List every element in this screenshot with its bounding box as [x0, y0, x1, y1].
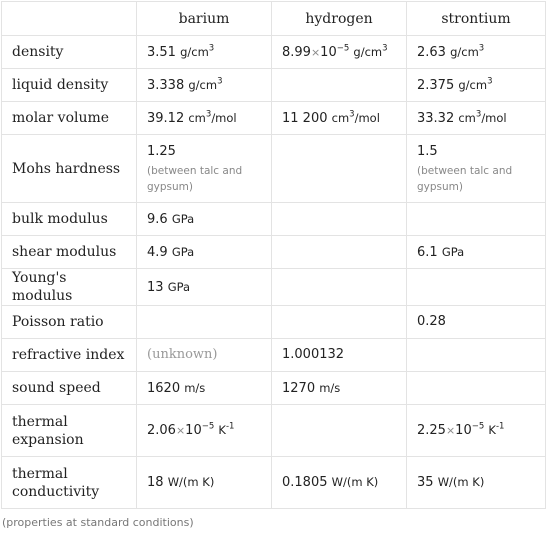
row-label: refractive index — [2, 339, 137, 372]
mohs-note: (between talc and gypsum) — [147, 164, 243, 193]
row-label: Young's modulus — [2, 269, 137, 306]
cell-barium-mohs: 1.25 (between talc and gypsum) — [137, 135, 272, 203]
cell-strontium-shear: 6.1 GPa — [407, 236, 546, 269]
cell-hydrogen-sound: 1270 m/s — [272, 372, 407, 405]
header-empty — [2, 2, 137, 36]
cell-barium-thermal-conductivity: 18 W/(m K) — [137, 457, 272, 509]
cell-barium-thermal-expansion: $2.06\times 10^{-5}$ $K^{-1}$ — [137, 405, 272, 457]
cell-strontium-liquid-density: 2.375 $g/cm^3$ — [407, 69, 546, 102]
cell-strontium-density: 2.63 $g/cm^3$ — [407, 36, 546, 69]
cell-strontium-thermal-expansion: $2.25\times 10^{-5}$ $K^{-1}$ — [407, 405, 546, 457]
cell-barium-liquid-density: 3.338 $g/cm^3$ — [137, 69, 272, 102]
cell-barium-young: 13 GPa — [137, 269, 272, 306]
cell-hydrogen-bulk — [272, 203, 407, 236]
cell-hydrogen-thermal-conductivity: 0.1805 W/(m K) — [272, 457, 407, 509]
cell-hydrogen-young — [272, 269, 407, 306]
cell-hydrogen-poisson — [272, 306, 407, 339]
row-label: density — [2, 36, 137, 69]
cell-hydrogen-shear — [272, 236, 407, 269]
row-label: thermal expansion — [2, 405, 137, 457]
header-row — [2, 2, 546, 36]
cell-barium-shear: 4.9 GPa — [137, 236, 272, 269]
row-label: thermal conductivity — [2, 457, 137, 509]
cell-barium-density: 3.51 $g/cm^3$ — [137, 36, 272, 69]
row-shear-modulus — [2, 236, 546, 269]
row-refractive-index — [2, 339, 546, 372]
row-label: liquid density — [2, 69, 137, 102]
row-label: molar volume — [2, 102, 137, 135]
cell-strontium-sound — [407, 372, 546, 405]
row-thermal-expansion — [2, 405, 546, 457]
cell-hydrogen-mohs — [272, 135, 407, 203]
mohs-note: (between talc and gypsum) — [417, 164, 513, 193]
row-sound-speed — [2, 372, 546, 405]
row-label: bulk modulus — [2, 203, 137, 236]
cell-barium-poisson — [137, 306, 272, 339]
row-liquid-density — [2, 69, 546, 102]
cell-strontium-refractive — [407, 339, 546, 372]
row-youngs-modulus — [2, 269, 546, 306]
footnote: (properties at standard conditions) — [2, 516, 194, 529]
header-strontium: strontium — [407, 2, 546, 36]
row-molar-volume — [2, 102, 546, 135]
cell-hydrogen-molar-volume: 11 200 $cm^3$/mol — [272, 102, 407, 135]
cell-strontium-molar-volume: 33.32 $cm^3$/mol — [407, 102, 546, 135]
row-thermal-conductivity — [2, 457, 546, 509]
cell-strontium-bulk — [407, 203, 546, 236]
cell-barium-bulk: 9.6 GPa — [137, 203, 272, 236]
cell-hydrogen-thermal-expansion — [272, 405, 407, 457]
cell-hydrogen-density: $8.99\times 10^{-5}$ $g/cm^3$ — [272, 36, 407, 69]
cell-strontium-thermal-conductivity: 35 W/(m K) — [407, 457, 546, 509]
header-hydrogen: hydrogen — [272, 2, 407, 36]
cell-strontium-mohs: 1.5 (between talc and gypsum) — [407, 135, 546, 203]
header-barium: barium — [137, 2, 272, 36]
cell-barium-molar-volume: 39.12 $cm^3$/mol — [137, 102, 272, 135]
cell-hydrogen-liquid-density — [272, 69, 407, 102]
cell-barium-refractive: (unknown) — [137, 339, 272, 372]
row-density — [2, 36, 546, 69]
row-mohs-hardness — [2, 135, 546, 203]
cell-strontium-poisson: 0.28 — [407, 306, 546, 339]
row-label: Mohs hardness — [2, 135, 137, 203]
cell-barium-sound: 1620 m/s — [137, 372, 272, 405]
cell-hydrogen-refractive: 1.000132 — [272, 339, 407, 372]
row-label: shear modulus — [2, 236, 137, 269]
row-bulk-modulus — [2, 203, 546, 236]
row-label: Poisson ratio — [2, 306, 137, 339]
row-label: sound speed — [2, 372, 137, 405]
properties-table — [1, 1, 546, 509]
cell-strontium-young — [407, 269, 546, 306]
row-poisson-ratio — [2, 306, 546, 339]
